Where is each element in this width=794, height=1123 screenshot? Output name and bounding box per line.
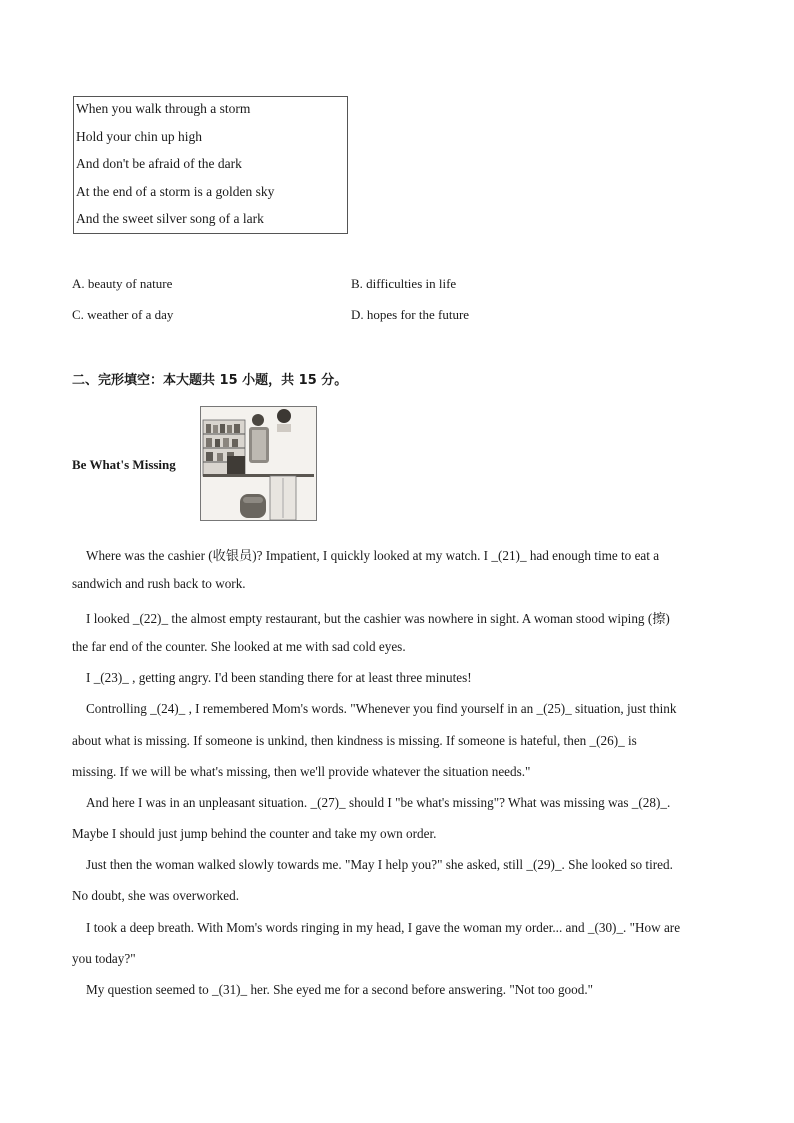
passage-line: Maybe I should just jump behind the counter and take my own order. [72,826,437,841]
poem-line: At the end of a storm is a golden sky [76,183,275,199]
option-b: B. difficulties in life [351,276,457,291]
passage-line: I _(23)_ , getting angry. I'd been standing there for at least three minutes! [86,670,472,685]
passage-line: the far end of the counter. She looked at me with sad cold eyes. [72,639,406,654]
poem-box [73,96,348,234]
poem-line: And the sweet silver song of a lark [76,211,264,226]
passage-line: Where was the cashier (收银员)? Impatient, I quickly looked at my watch. I _(21)_ had enough time to eat a [86,548,660,563]
option-c: C. weather of a day [72,307,174,322]
passage-line: No doubt, she was overworked. [72,888,240,903]
passage-line: And here I was in an unpleasant situation. _(27)_ should I "be what's missing"? What was missing was _(28)_. [86,795,671,810]
option-a: A. beauty of nature [72,276,173,291]
passage-line: sandwich and rush back to work. [72,576,246,591]
article-title: Be What's Missing [72,457,176,472]
passage-line: Controlling _(24)_ , I remembered Mom's words. "Whenever you find yourself in an _(25)_ situation, just think [86,701,677,716]
passage-line: I looked _(22)_ the almost empty restaurant, but the cashier was nowhere in sight. A woman stood wiping (擦) [86,611,670,626]
poem-line: When you walk through a storm [76,101,251,116]
poem-line: Hold your chin up high [76,128,202,144]
poem-line: And don't be afraid of the dark [76,156,242,171]
passage-line: Just then the woman walked slowly towards me. "May I help you?" she asked, still _(29)_. She looked so tired. [86,857,673,872]
passage-line: missing. If we will be what's missing, then we'll provide whatever the situation needs." [72,764,531,779]
option-d: D. hopes for the future [351,307,470,322]
passage-line: about what is missing. If someone is unkind, then kindness is missing. If someone is hateful, then _(26)_ is [72,733,637,748]
section-heading: 二、完形填空：本大题共 15 小题，共 15 分。 [72,373,348,388]
passage-line: My question seemed to _(31)_ her. She eyed me for a second before answering. "Not too good." [86,982,594,997]
passage-line: I took a deep breath. With Mom's words ringing in my head, I gave the woman my order... and _(30)_. "How are [86,920,681,935]
cashier-illustration [200,406,317,521]
passage-line: you today?" [72,951,136,966]
